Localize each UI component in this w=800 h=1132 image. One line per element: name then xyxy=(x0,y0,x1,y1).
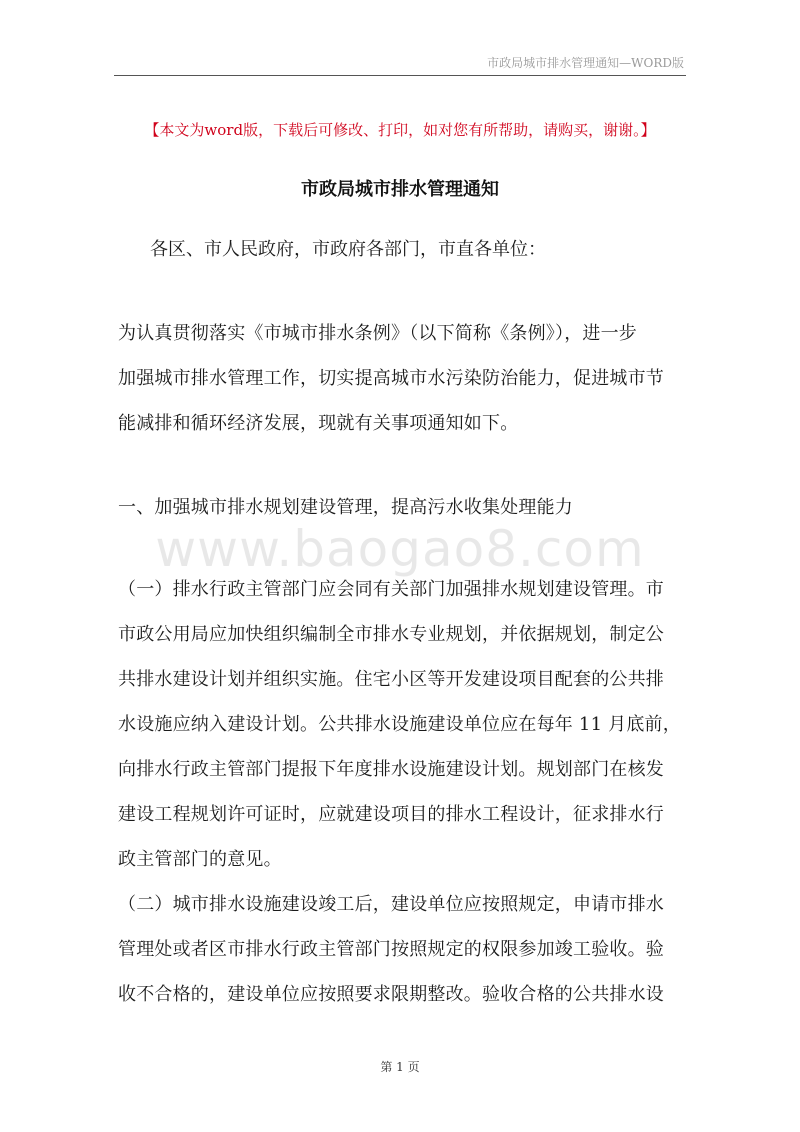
text-line: 政主管部门的意见。 xyxy=(118,849,282,870)
text-line: 共排水建设计划并组织实施。住宅小区等开发建设项目配套的公共排 xyxy=(118,669,664,690)
text-line: 收不合格的，建设单位应按照要求限期整改。验收合格的公共排水设 xyxy=(118,984,664,1005)
text-line: 水设施应纳入建设计划。公共排水设施建设单位应在每年 11 月底前， xyxy=(118,714,681,735)
text-line: 能减排和循环经济发展，现就有关事项通知如下。 xyxy=(118,413,519,434)
text-line: 市政公用局应加快组织编制全市排水专业规划，并依据规划，制定公 xyxy=(118,624,664,645)
header-divider xyxy=(114,75,686,76)
paragraph-item-1 xyxy=(118,567,688,882)
running-header: 市政局城市排水管理通知—WORD版 xyxy=(487,56,684,70)
page-number: 第 1 页 xyxy=(380,1060,420,1074)
text-line: 一、加强城市排水规划建设管理，提高污水收集处理能力 xyxy=(118,497,573,518)
paragraph-item-2 xyxy=(118,882,688,1017)
watermark: www.baogao8.com xyxy=(155,520,645,578)
download-notice: 【本文为word版，下载后可修改、打印，如对您有所帮助，请购买，谢谢。】 xyxy=(144,121,656,139)
text-line: 加强城市排水管理工作，切实提高城市水污染防治能力，促进城市节 xyxy=(118,368,664,389)
text-line: （二）城市排水设施建设竣工后，建设单位应按照规定，申请市排水 xyxy=(118,894,664,915)
text-line: 向排水行政主管部门提报下年度排水设施建设计划。规划部门在核发 xyxy=(118,759,664,780)
text-line: （一）排水行政主管部门应会同有关部门加强排水规划建设管理。市 xyxy=(118,579,664,600)
salutation: 各区、市人民政府，市政府各部门，市直各单位： xyxy=(150,239,546,260)
text-line: 为认真贯彻落实《市城市排水条例》（以下简称《条例》），进一步 xyxy=(118,323,637,344)
text-line: 建设工程规划许可证时，应就建设项目的排水工程设计，征求排水行 xyxy=(118,804,664,825)
document-title: 市政局城市排水管理通知 xyxy=(301,179,499,200)
text-line: 管理处或者区市排水行政主管部门按照规定的权限参加竣工验收。验 xyxy=(118,939,664,960)
paragraph-intro xyxy=(118,311,688,446)
